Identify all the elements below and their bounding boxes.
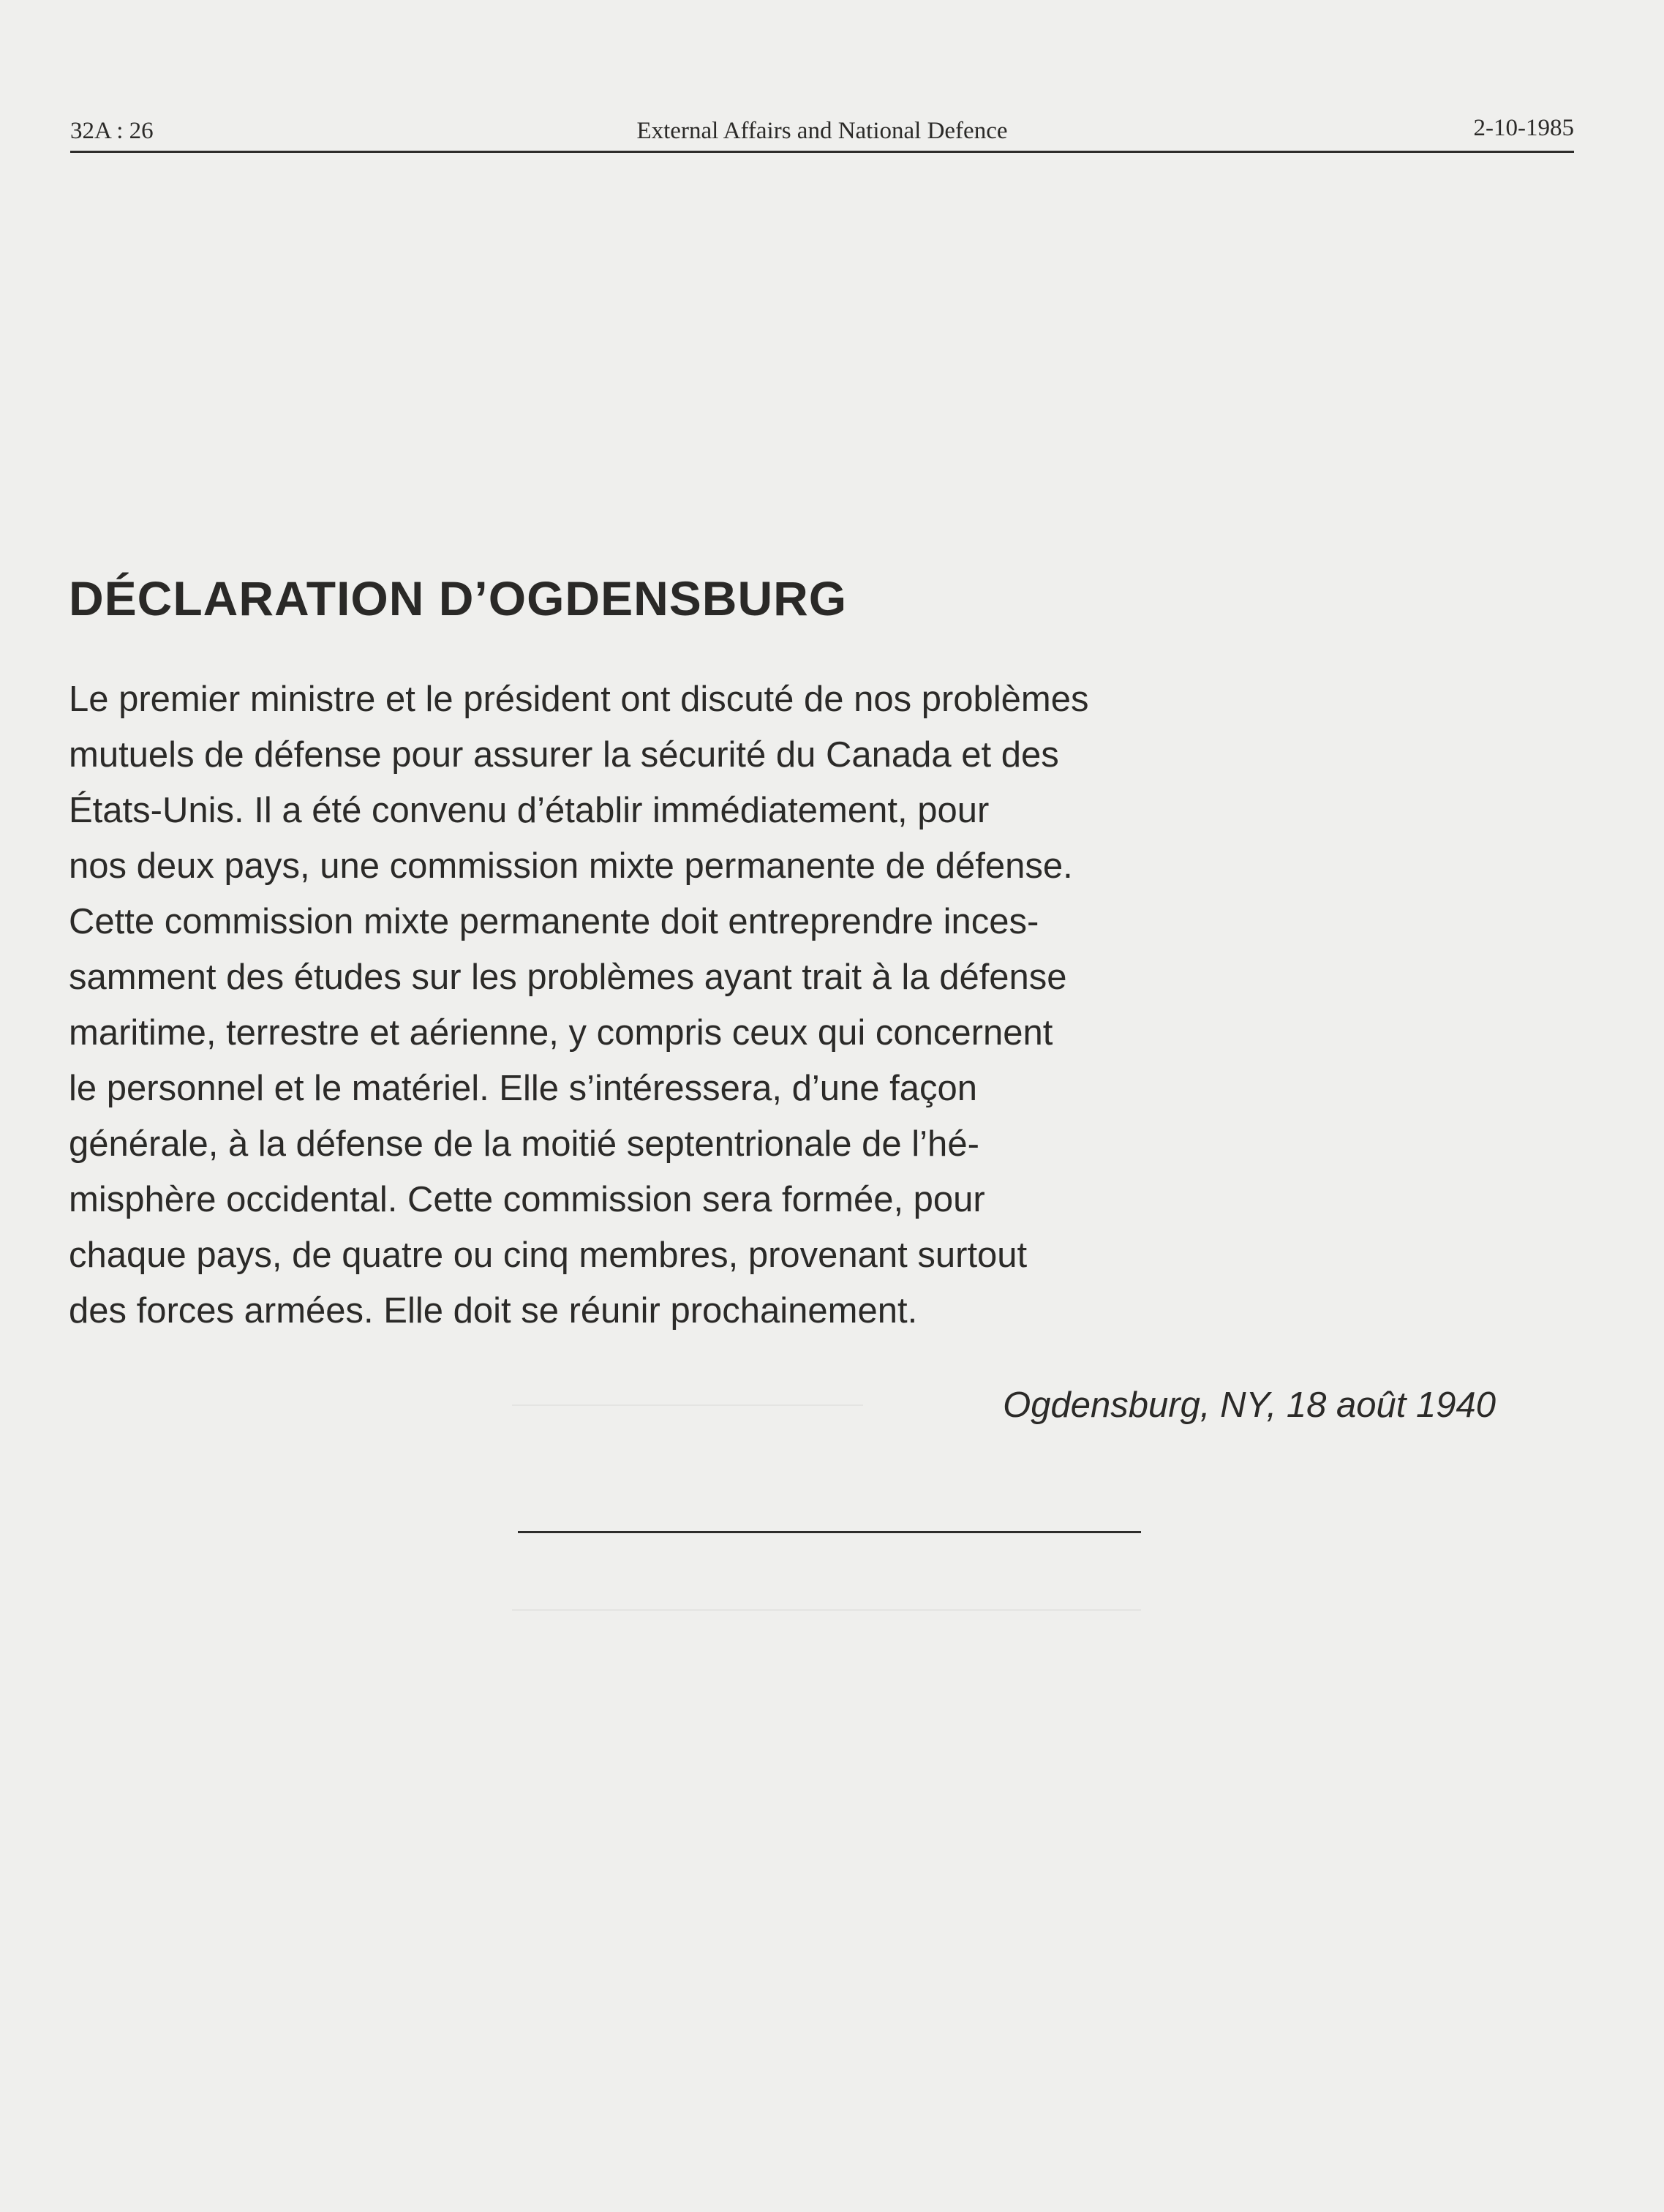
document-title: DÉCLARATION D’OGDENSBURG	[69, 571, 848, 625]
declaration-body	[69, 672, 1444, 1339]
place-and-date-signature: Ogdensburg, NY, 18 août 1940	[1003, 1385, 1496, 1425]
running-header	[70, 107, 1574, 153]
body-line: le personnel et le matériel. Elle s’intéressera, d’une façon	[69, 1069, 978, 1108]
body-line: Cette commission mixte permanente doit entreprendre inces-	[69, 902, 1039, 941]
body-line: des forces armées. Elle doit se réunir prochainement.	[69, 1291, 918, 1331]
body-line: mutuels de défense pour assurer la sécurité du Canada et des	[69, 735, 1059, 775]
header-date: 2-10-1985	[1473, 115, 1574, 141]
body-line: Le premier ministre et le président ont discuté de nos problèmes	[69, 680, 1089, 719]
body-line: États-Unis. Il a été convenu d’établir immédiatement, pour	[69, 791, 990, 830]
page-number: 32A : 26	[70, 118, 154, 144]
body-line: nos deux pays, une commission mixte permanente de défense.	[69, 846, 1073, 886]
body-line: samment des études sur les problèmes ayant trait à la défense	[69, 958, 1067, 997]
body-line: générale, à la défense de la moitié septentrionale de l’hé-	[69, 1124, 979, 1164]
body-line: misphère occidental. Cette commission sera formée, pour	[69, 1180, 985, 1219]
running-title: External Affairs and National Defence	[636, 118, 1008, 144]
body-line: chaque pays, de quatre ou cinq membres, provenant surtout	[69, 1235, 1028, 1275]
closing-rule	[518, 1531, 1141, 1533]
body-line: maritime, terrestre et aérienne, y compris ceux qui concernent	[69, 1013, 1053, 1053]
